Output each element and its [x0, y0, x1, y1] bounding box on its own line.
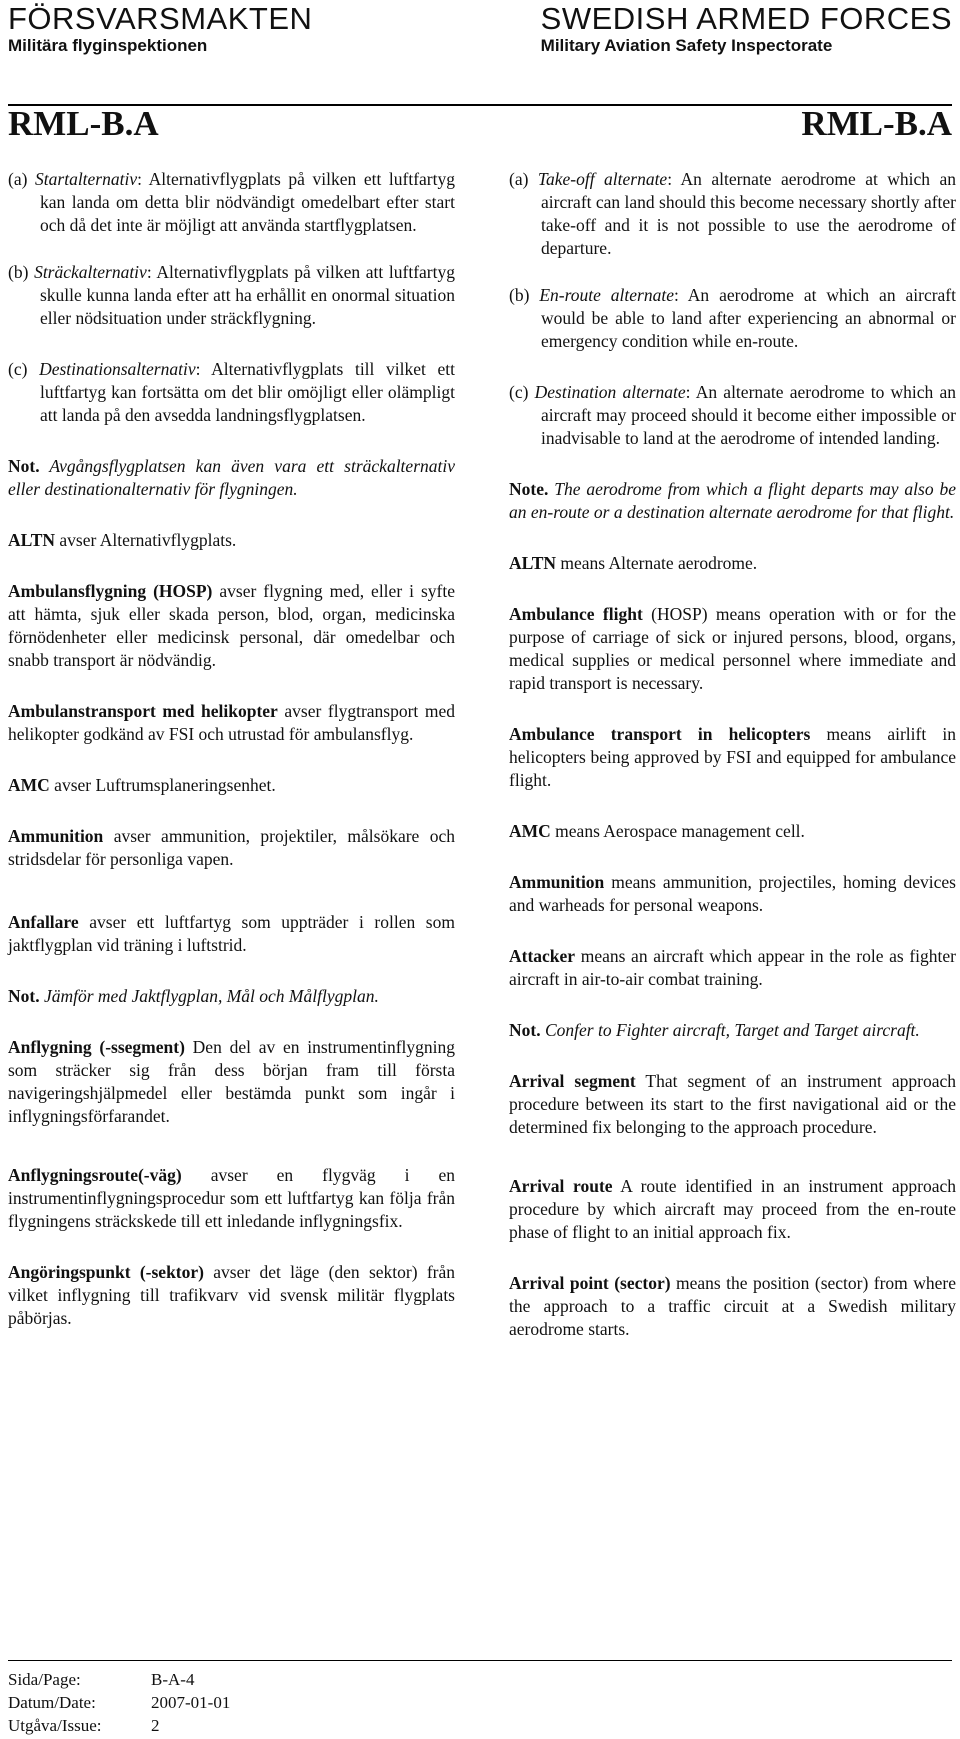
org-name-swedish: FÖRSVARSMAKTEN	[8, 1, 313, 36]
section-title-left: RML-B.A	[8, 104, 159, 143]
definition-anflygningsroute: Anflygningsroute(-väg) avser en flygväg i en instrumentinflygningsprocedur som ett luftfartyg kan följa från flygningens sträckskede till ett inledande inflygningsfix.	[8, 1165, 455, 1231]
term: Destination alternate	[534, 382, 686, 402]
footer-divider	[8, 1660, 952, 1661]
section-title-right: RML-B.A	[801, 104, 952, 143]
note-1: Not. Avgångsflygplatsen kan även vara ett sträckalternativ eller destinationalternativ för flygningen.	[8, 456, 455, 499]
definition-angoringspunkt: Angöringspunkt (-sektor) avser det läge (den sektor) från vilket inflygning till trafikvarv vid svensk militär flygplats påbörjas.	[8, 1262, 455, 1328]
definition-text: : An alternate aerodrome at which an aircraft can land should this become necessary shortly after take-off and it is not possible to use the aerodrome of departure.	[541, 169, 956, 258]
term: Take-off alternate	[537, 169, 668, 189]
definition-ammunition: Ammunition avser ammunition, projektiler, målsökare och stridsdelar för personliga vapen.	[8, 826, 455, 869]
date-label: Datum/Date:	[8, 1693, 96, 1712]
footer-date-row	[8, 1691, 230, 1714]
header-right	[541, 2, 952, 56]
definition-b: (b) En-route alternate: An aerodrome at which an aircraft would be able to land after experiencing an abnormal or emergency condition while en-route.	[509, 285, 956, 351]
swedish-column	[8, 168, 455, 1358]
definition-c: (c) Destinationsalternativ: Alternativflygplats till vilket ett luftfartyg kan fortsätta om det blir omöjligt eller olämpligt att landa på den avsedda landningsflygplatsen.	[8, 359, 456, 425]
definition-attacker: Attacker means an aircraft which appear in the role as fighter aircraft in air-to-air combat training.	[509, 946, 956, 989]
definition-amc: AMC avser Luftrumsplaneringsenhet.	[8, 775, 276, 795]
definition-a: (a) Take-off alternate: An alternate aerodrome at which an aircraft can land should this become necessary shortly after take-off and it is not possible to use the aerodrome of departure.	[509, 169, 956, 258]
term: Sträckalternativ	[34, 262, 147, 282]
definition-altn: ALTN avser Alternativflygplats.	[8, 530, 237, 550]
definition-a: (a) Startalternativ: Alternativflygplats på vilken ett luftfartyg kan landa om detta blir nödvändigt omedelbart efter start och då det inte är möjligt att använda startflygplatsen.	[8, 169, 455, 235]
footer-issue-row	[8, 1714, 230, 1737]
definition-ambulance-transport: Ambulance transport in helicopters means airlift in helicopters being approved by FSI and equipped for ambulance flight.	[509, 724, 956, 790]
org-subtitle-swedish: Militära flyginspektionen	[8, 36, 208, 55]
definition-ambulansflygning: Ambulansflygning (HOSP) avser flygning med, eller i syfte att hämta, sjuk eller skada person, blod, organ, medicinska förnödenheter eller medicinsk personal, där omedelbar och snabb transport är nödvändig.	[8, 581, 455, 670]
definition-ammunition: Ammunition means ammunition, projectiles, homing devices and warheads for personal weapons.	[509, 872, 956, 915]
issue-label: Utgåva/Issue:	[8, 1716, 102, 1735]
header-left	[8, 2, 312, 56]
definition-amc: AMC means Aerospace management cell.	[509, 821, 805, 841]
term: En-route alternate	[539, 285, 674, 305]
definition-text: : Alternativflygplats på vilken att luftfartyg skulle kunna landa efter att ha erhållit en onormal situation eller nödsituation under sträckflygning.	[40, 262, 455, 328]
footer	[8, 1668, 230, 1737]
term: Destinationsalternativ	[39, 359, 196, 379]
note-2: Not. Confer to Fighter aircraft, Target and Target aircraft.	[509, 1020, 920, 1040]
definition-arrival-route: Arrival route A route identified in an instrument approach procedure by which aircraft may proceed from the en-route phase of flight to an initial approach fix.	[509, 1176, 956, 1242]
definition-arrival-segment: Arrival segment That segment of an instrument approach procedure between its start to the first navigational aid or the determined fix belonging to the approach procedure.	[509, 1071, 956, 1137]
definition-anflygning: Anflygning (-ssegment) Den del av en instrumentinflygning som sträcker sig från dess början fram till första navigeringshjälpmedel eller bestämda punkt som ingår i inflygningsförfarandet.	[8, 1037, 455, 1126]
page-value: B-A-4	[151, 1670, 195, 1689]
definition-c: (c) Destination alternate: An alternate aerodrome to which an aircraft may proceed should it become either impossible or inadvisable to land at the aerodrome of intended landing.	[509, 382, 956, 448]
org-subtitle-english: Military Aviation Safety Inspectorate	[540, 36, 833, 55]
definition-anfallare: Anfallare avser ett luftfartyg som uppträder i rollen som jaktflygplan vid träning i luftstrid.	[8, 912, 455, 955]
definition-text: : An alternate aerodrome to which an aircraft may proceed should it become either impossible or inadvisable to land at the aerodrome of intended landing.	[541, 382, 956, 448]
definition-ambulance-flight: Ambulance flight (HOSP) means operation with or for the purpose of carriage of sick or injured persons, blood, organs, medical supplies or medical personnel where immediate and rapid transport is necessary.	[509, 604, 956, 693]
definition-b: (b) Sträckalternativ: Alternativflygplats på vilken att luftfartyg skulle kunna landa efter att ha erhållit en onormal situation eller nödsituation under sträckflygning.	[8, 262, 455, 328]
definition-ambulanstransport: Ambulanstransport med helikopter avser flygtransport med helikopter godkänd av FSI och utrustad för ambulansflyg.	[8, 701, 455, 744]
page-label: Sida/Page:	[8, 1670, 81, 1689]
definition-arrival-point: Arrival point (sector) means the position (sector) from where the approach to a traffic circuit at a Swedish military aerodrome starts.	[509, 1273, 956, 1339]
definition-text: : An aerodrome at which an aircraft would be able to land after experiencing an abnormal or emergency condition while en-route.	[541, 285, 956, 351]
definition-altn: ALTN means Alternate aerodrome.	[509, 553, 758, 573]
footer-page-row	[8, 1668, 230, 1691]
note-1: Note. The aerodrome from which a flight departs may also be an en-route or a destination alternate aerodrome for that flight.	[509, 479, 956, 522]
term: Startalternativ	[35, 169, 138, 189]
org-name-english: SWEDISH ARMED FORCES	[540, 1, 952, 36]
definition-text: : Alternativflygplats på vilken ett luftfartyg kan landa om detta blir nödvändigt omedelbart efter start och då det inte är möjligt att använda startflygplatsen.	[40, 169, 455, 235]
english-column	[509, 168, 956, 1369]
note-2: Not. Jämför med Jaktflygplan, Mål och Målflygplan.	[8, 986, 379, 1006]
issue-value: 2	[151, 1716, 160, 1735]
definition-text: : Alternativflygplats till vilket ett luftfartyg kan fortsätta om det blir omöjligt eller olämpligt att landa på den avsedda landningsflygplatsen.	[40, 359, 456, 425]
date-value: 2007-01-01	[151, 1693, 231, 1712]
